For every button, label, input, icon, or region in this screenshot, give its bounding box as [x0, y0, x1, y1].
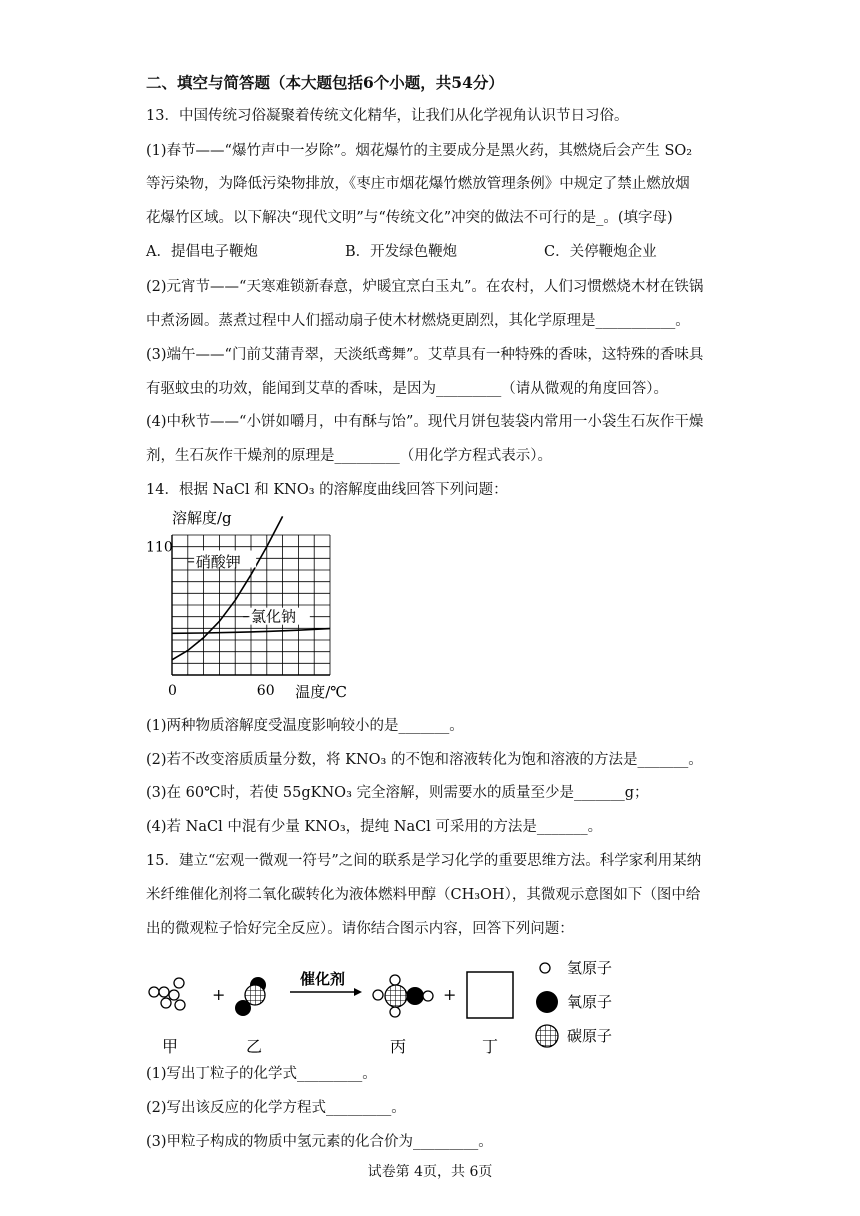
label-yi: 乙 — [246, 1037, 263, 1056]
x-axis-label: 温度/℃ — [295, 683, 348, 701]
q13-stem: 13．中国传统习俗凝聚着传统文化精华，让我们从化学视角认识节日习俗。 — [146, 108, 629, 124]
particle-jia — [149, 978, 185, 1010]
diagram-legend — [536, 959, 612, 1047]
series-kno3-label — [188, 551, 256, 571]
hydrogen-atom — [149, 987, 159, 997]
hydrogen-atom — [373, 990, 383, 1000]
hydrogen-atom — [175, 1000, 185, 1010]
x-tick-label: 0 — [168, 683, 177, 699]
svg-text:硝酸钾: 硝酸钾 — [195, 552, 241, 571]
label-ding: 丁 — [482, 1037, 499, 1056]
q13-p1-line2: 等污染物，为降低污染物排放，《枣庄市烟花爆竹燃放管理条例》中规定了禁止燃放烟 — [146, 176, 690, 192]
hydrogen-atom — [390, 1007, 400, 1017]
hydrogen-atom — [174, 978, 184, 988]
label-jia: 甲 — [162, 1037, 179, 1056]
y-axis-label: 溶解度/g — [172, 509, 232, 527]
q13-p4-line2: 剂，生石灰作干燥剂的原理是_________（用化学方程式表示）。 — [146, 448, 552, 464]
hydrogen-atom — [161, 998, 171, 1008]
svg-text:氯化钠: 氯化钠 — [251, 607, 297, 626]
label-bing: 丙 — [390, 1037, 407, 1056]
carbon-atom — [245, 985, 265, 1005]
solubility-chart — [140, 505, 370, 705]
q13-p2-line2: 中煮汤圆。蒸煮过程中人们摇动扇子使木材燃烧更剧烈，其化学原理是___________。 — [146, 313, 690, 329]
q15-stem-line2: 米纤维催化剂将二氧化碳转化为液体燃料甲醇（CH₃OH），其微观示意图如下（图中给 — [146, 887, 701, 903]
particle-bing — [373, 975, 433, 1017]
oxygen-atom — [406, 987, 424, 1005]
q15-stem-line3: 出的微观粒子恰好完全反应）。请你结合图示内容，回答下列问题： — [146, 921, 574, 937]
q13-p2-line1: (2)元宵节——“天寒难锁新春意，炉暖宜烹白玉丸”。在农村，人们习惯燃烧木材在铁锅 — [146, 279, 704, 295]
q14-item-3: (3)在 60℃时，若使 55gKNO₃ 完全溶解，则需要水的质量至少是_______g； — [146, 785, 649, 801]
q13-p1-line1: (1)春节——“爆竹声中一岁除”。烟花爆竹的主要成分是黑火药，其燃烧后会产生 SO₂ — [146, 143, 693, 159]
q14-stem: 14．根据 NaCl 和 KNO₃ 的溶解度曲线回答下列问题： — [146, 482, 508, 498]
x-tick-label: 60 — [256, 683, 275, 699]
q13-p3-line1: (3)端午——“门前艾蒲青翠，天淡纸鸢舞”。艾草具有一种特殊的香味，这特殊的香味具 — [146, 347, 704, 363]
q13-option-b: B．开发绿色鞭炮 — [345, 244, 458, 260]
hydrogen-atom — [423, 991, 433, 1001]
section-heading: 二、填空与简答题（本大题包括6个小题，共54分） — [146, 73, 504, 92]
catalyst-label: 催化剂 — [300, 970, 346, 988]
q14-item-1: (1)两种物质溶解度受温度影响较小的是_______。 — [146, 718, 464, 734]
series-nacl-label — [243, 608, 310, 626]
arrow-head-icon — [354, 988, 362, 996]
page-footer: 试卷第 4页，共 6页 — [367, 1164, 493, 1180]
legend-hydrogen-label: 氢原子 — [567, 959, 613, 977]
y-tick-label: 110 — [146, 539, 173, 556]
legend-carbon-icon — [536, 1025, 558, 1047]
hydrogen-atom — [159, 987, 169, 997]
particle-ding-box — [467, 972, 513, 1018]
particle-yi — [235, 977, 266, 1016]
legend-oxygen-label: 氧原子 — [567, 993, 613, 1011]
q14-item-2: (2)若不改变溶质质量分数，将 KNO₃ 的不饱和溶液转化为饱和溶液的方法是_______。 — [146, 752, 703, 768]
q15-item-1: (1)写出丁粒子的化学式_________。 — [146, 1066, 377, 1082]
series-kno3-line — [172, 516, 283, 660]
q13-p3-line2: 有驱蚊虫的功效，能闻到艾草的香味，是因为_________（请从微观的角度回答）。 — [146, 381, 668, 397]
legend-hydrogen-icon — [540, 963, 550, 973]
q15-item-3: (3)甲粒子构成的物质中氢元素的化合价为_________。 — [146, 1134, 493, 1150]
reaction-diagram — [140, 950, 630, 1060]
q13-p1-line3: 花爆竹区域。以下解决“现代文明”与“传统文化”冲突的做法不可行的是_。(填字母) — [146, 210, 673, 226]
q15-stem-line1: 15．建立“宏观一微观一符号”之间的联系是学习化学的重要思维方法。科学家利用某纳 — [146, 853, 702, 869]
q13-option-a: A．提倡电子鞭炮 — [146, 244, 258, 260]
legend-carbon-label: 碳原子 — [567, 1027, 613, 1045]
carbon-atom — [385, 985, 407, 1007]
hydrogen-atom — [390, 975, 400, 985]
plus-sign-1: + — [212, 985, 226, 1004]
plus-sign-2: + — [443, 985, 457, 1004]
q14-item-4: (4)若 NaCl 中混有少量 KNO₃，提纯 NaCl 可采用的方法是_______。 — [146, 819, 603, 835]
legend-oxygen-icon — [536, 991, 558, 1013]
hydrogen-atom — [169, 990, 179, 1000]
q15-item-2: (2)写出该反应的化学方程式_________。 — [146, 1100, 406, 1116]
q13-p4-line1: (4)中秋节——“小饼如嚼月，中有酥与饴”。现代月饼包装袋内常用一小袋生石灰作干燥 — [146, 414, 704, 430]
q13-option-c: C．关停鞭炮企业 — [544, 244, 657, 260]
